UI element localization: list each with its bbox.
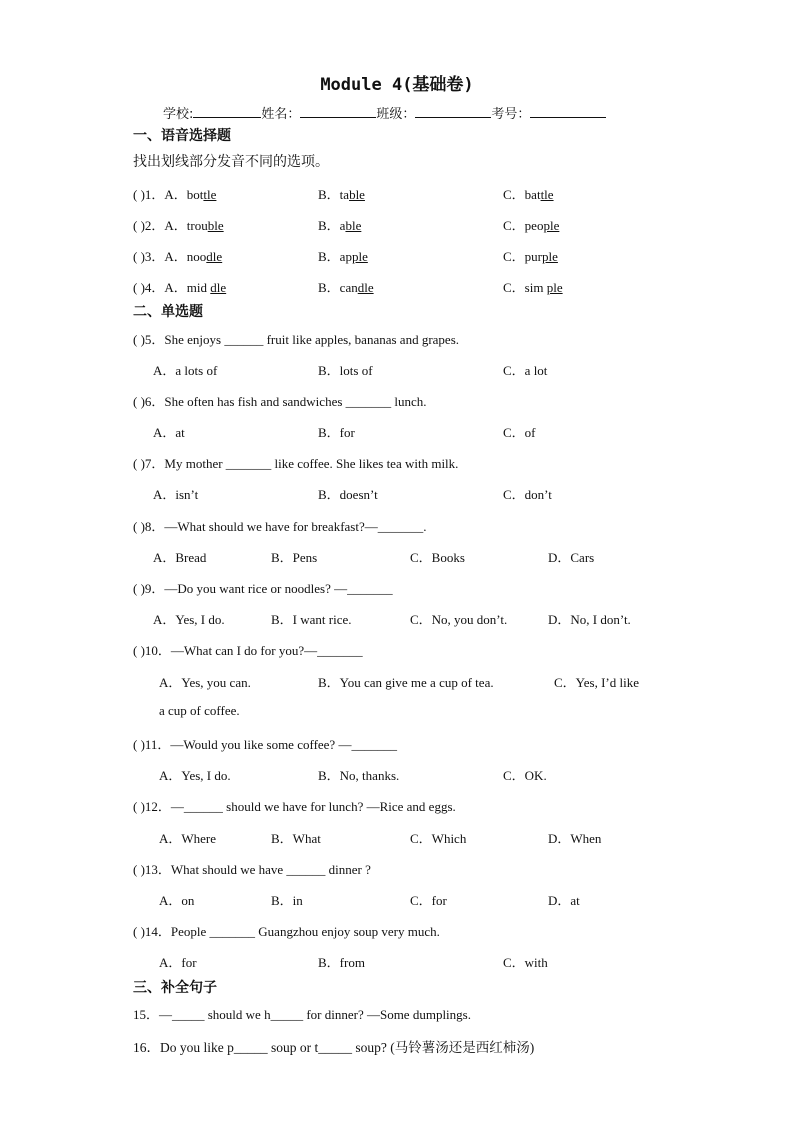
- question-5-option-c: C．a lot: [503, 363, 548, 378]
- question-12-option-a: A．Where: [159, 831, 217, 846]
- question-6-option-b: B．for: [318, 425, 355, 440]
- option-a-underlined: ble: [207, 218, 224, 233]
- question-12-option-b: B．What: [271, 831, 321, 846]
- question-7-stem: ( )7．My mother _______ like coffee. She likes tea with milk.: [133, 456, 459, 471]
- school-blank[interactable]: [193, 104, 261, 118]
- question-4-option-b: [318, 277, 374, 296]
- question-13-option-b: B．in: [271, 893, 303, 908]
- question-8-option-c: C．Books: [410, 550, 465, 565]
- name-blank[interactable]: [300, 104, 376, 118]
- section-1-instruction: 找出划线部分发音不同的选项。: [133, 154, 329, 170]
- question-13-stem: ( )13．What should we have ______ dinner ?: [133, 862, 371, 877]
- question-6-option-a: A．at: [153, 425, 185, 440]
- question-11-option-c: C．OK.: [503, 768, 547, 783]
- school-label: 学校:: [163, 107, 194, 122]
- question-14-option-b: B．from: [318, 955, 365, 970]
- option-a-text: mid: [186, 280, 211, 295]
- question-11-option-a: A．Yes, I do.: [159, 768, 231, 783]
- option-text: a: [339, 218, 346, 233]
- question-5-option-a: A．a lots of: [153, 363, 218, 378]
- question-4: [133, 277, 226, 296]
- option-a-underlined: dle: [210, 280, 227, 295]
- option-underlined: ple: [542, 249, 558, 264]
- question-12-option-c: C．Which: [410, 831, 467, 846]
- option-text: peo: [524, 218, 544, 233]
- question-3-option-b: [318, 246, 368, 265]
- question-1-stem: ( )1．A．: [133, 187, 187, 202]
- question-8-option-d: D．Cars: [548, 550, 595, 565]
- question-10-option-c: C．Yes, I’d like: [554, 675, 639, 690]
- option-a-text: trou: [186, 218, 208, 233]
- section-2-heading: 二、单选题: [133, 304, 203, 320]
- section-3-heading: 三、补全句子: [133, 980, 217, 996]
- question-6-option-c: C．of: [503, 425, 536, 440]
- question-15: 15．—_____ should we h_____ for dinner? —Some dumplings.: [133, 1007, 471, 1022]
- option-text: can: [339, 280, 358, 295]
- question-14-option-a: A．for: [159, 955, 197, 970]
- option-text: sim: [524, 280, 547, 295]
- question-16: 16．Do you like p_____ soup or t_____ soup? (马铃薯汤还是西红柿汤): [133, 1040, 535, 1055]
- option-underlined: ple: [543, 218, 560, 233]
- name-label: 姓名：: [261, 107, 301, 122]
- question-7-option-c: C．don’t: [503, 487, 552, 502]
- option-underlined: ple: [351, 249, 368, 264]
- option-label: C．: [503, 218, 525, 233]
- option-underlined: ble: [349, 187, 365, 202]
- option-a-text: noo: [186, 249, 207, 264]
- question-13-option-d: D．at: [548, 893, 580, 908]
- question-13-option-c: C．for: [410, 893, 447, 908]
- question-5-stem: ( )5．She enjoys ______ fruit like apples, bananas and grapes.: [133, 332, 460, 347]
- number-blank[interactable]: [530, 104, 606, 118]
- question-8-option-a: A．Bread: [153, 550, 207, 565]
- question-8-stem: ( )8．—What should we have for breakfast?—_______.: [133, 519, 427, 534]
- question-13-option-a: A．on: [159, 893, 195, 908]
- section-1-heading: 一、语音选择题: [133, 128, 231, 144]
- question-7-option-b: B．doesn’t: [318, 487, 378, 502]
- question-9-option-a: A．Yes, I do.: [153, 612, 225, 627]
- question-11-stem: ( )11．—Would you like some coffee? —_______: [133, 737, 397, 752]
- question-2-option-c: [503, 215, 559, 234]
- question-9-option-c: C．No, you don’t.: [410, 612, 508, 627]
- question-11-option-b: B．No, thanks.: [318, 768, 400, 783]
- option-underlined: tle: [540, 187, 554, 202]
- question-3-option-c: [503, 246, 558, 265]
- question-9-option-d: D．No, I don’t.: [548, 612, 631, 627]
- option-underlined: ple: [546, 280, 563, 295]
- question-1-option-b: [318, 184, 365, 203]
- question-10-option-c-continued: a cup of coffee.: [159, 703, 240, 718]
- question-2: [133, 215, 224, 234]
- option-label: B．: [318, 218, 340, 233]
- student-info-line: [163, 103, 606, 122]
- question-3-stem: ( )3．A．: [133, 249, 187, 264]
- question-1: [133, 184, 216, 203]
- option-underlined: ble: [345, 218, 362, 233]
- option-label: C．: [503, 280, 525, 295]
- question-4-option-c: [503, 277, 563, 296]
- option-text: pur: [524, 249, 543, 264]
- option-label: C．: [503, 187, 525, 202]
- question-10-option-b: B．You can give me a cup of tea.: [318, 675, 494, 690]
- question-14-option-c: C．with: [503, 955, 548, 970]
- question-6-stem: ( )6．She often has fish and sandwiches _______ lunch.: [133, 394, 427, 409]
- question-2-option-b: [318, 215, 361, 234]
- option-a-underlined: tle: [203, 187, 217, 202]
- question-14-stem: ( )14．People _______ Guangzhou enjoy soup very much.: [133, 924, 440, 939]
- question-8-option-b: B．Pens: [271, 550, 318, 565]
- option-label: B．: [318, 280, 340, 295]
- page-title: Module 4(基础卷): [320, 75, 474, 95]
- question-1-option-c: [503, 184, 554, 203]
- option-underlined: dle: [357, 280, 374, 295]
- question-3: [133, 246, 222, 265]
- question-5-option-b: B．lots of: [318, 363, 373, 378]
- class-label: 班级：: [376, 107, 416, 122]
- number-label: 考号：: [491, 107, 531, 122]
- option-label: B．: [318, 249, 340, 264]
- option-label: B．: [318, 187, 340, 202]
- question-7-option-a: A．isn’t: [153, 487, 199, 502]
- option-text: ap: [339, 249, 352, 264]
- question-2-stem: ( )2．A．: [133, 218, 187, 233]
- option-a-underlined: dle: [206, 249, 223, 264]
- question-10-option-a: A．Yes, you can.: [159, 675, 251, 690]
- option-label: C．: [503, 249, 525, 264]
- question-9-option-b: B．I want rice.: [271, 612, 352, 627]
- option-text: bat: [524, 187, 541, 202]
- question-9-stem: ( )9．—Do you want rice or noodles? —_______: [133, 581, 393, 596]
- question-4-stem: ( )4．A．: [133, 280, 187, 295]
- question-12-stem: ( )12．—______ should we have for lunch? —Rice and eggs.: [133, 799, 456, 814]
- question-12-option-d: D．When: [548, 831, 602, 846]
- class-blank[interactable]: [415, 104, 491, 118]
- question-10-stem: ( )10．—What can I do for you?—_______: [133, 643, 363, 658]
- option-text: ta: [339, 187, 350, 202]
- option-a-text: bot: [186, 187, 204, 202]
